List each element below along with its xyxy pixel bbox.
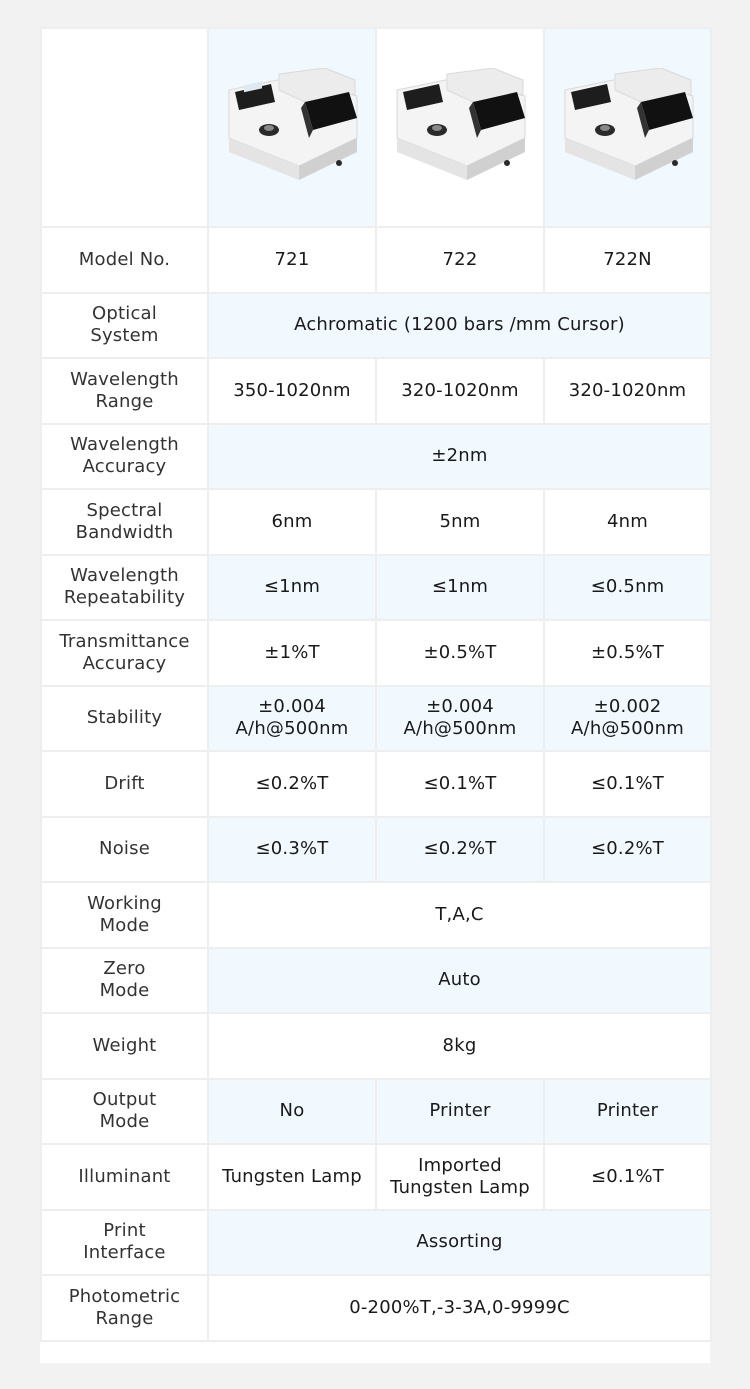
spec-value: 722N — [544, 227, 711, 293]
spec-value: 721 — [208, 227, 376, 293]
spec-label: Illuminant — [41, 1144, 208, 1210]
spec-value-all-models: Assorting — [208, 1210, 711, 1276]
spec-value: ≤0.1%T — [544, 1144, 711, 1210]
spec-value: ≤1nm — [208, 555, 376, 621]
spec-value-all-models: 8kg — [208, 1013, 711, 1079]
spec-row — [41, 555, 711, 621]
spec-value: ≤0.3%T — [208, 817, 376, 883]
spec-comparison-card — [40, 27, 710, 1363]
product-image-row — [41, 28, 711, 227]
spectrophotometer-icon — [217, 68, 367, 188]
spec-value: Printer — [544, 1079, 711, 1145]
spec-value: ±0.5%T — [544, 620, 711, 686]
spec-value: ±0.004 A/h@500nm — [376, 686, 544, 752]
spec-row — [41, 227, 711, 293]
spec-value: 4nm — [544, 489, 711, 555]
spec-row — [41, 1079, 711, 1145]
spectrophotometer-icon — [553, 68, 703, 188]
spec-row — [41, 686, 711, 752]
spec-value-all-models: T,A,C — [208, 882, 711, 948]
spec-label: Photometric Range — [41, 1275, 208, 1341]
spec-row — [41, 489, 711, 555]
spec-value: No — [208, 1079, 376, 1145]
spec-value: ±0.004 A/h@500nm — [208, 686, 376, 752]
spec-label: Stability — [41, 686, 208, 752]
spec-row — [41, 751, 711, 817]
spec-row — [41, 1144, 711, 1210]
product-image-722n — [544, 28, 711, 227]
spec-value: ±0.002 A/h@500nm — [544, 686, 711, 752]
spec-row — [41, 882, 711, 948]
spec-label: Zero Mode — [41, 948, 208, 1014]
spec-row — [41, 293, 711, 359]
spec-row — [41, 1013, 711, 1079]
spec-value: ≤0.1%T — [544, 751, 711, 817]
spec-label: Wavelength Range — [41, 358, 208, 424]
spec-label: Transmittance Accuracy — [41, 620, 208, 686]
spec-value: ≤0.1%T — [376, 751, 544, 817]
spec-row — [41, 620, 711, 686]
spec-label: Weight — [41, 1013, 208, 1079]
spec-value: 722 — [376, 227, 544, 293]
spec-value: ≤0.5nm — [544, 555, 711, 621]
spec-value-all-models: ±2nm — [208, 424, 711, 490]
spec-value: ±0.5%T — [376, 620, 544, 686]
spec-value: ≤1nm — [376, 555, 544, 621]
spec-row — [41, 948, 711, 1014]
spec-table — [40, 27, 712, 1342]
corner-cell — [41, 28, 208, 227]
spec-value: ±1%T — [208, 620, 376, 686]
spec-label: Print Interface — [41, 1210, 208, 1276]
spec-label: Wavelength Accuracy — [41, 424, 208, 490]
spec-value: ≤0.2%T — [208, 751, 376, 817]
spec-value: Tungsten Lamp — [208, 1144, 376, 1210]
spec-row — [41, 817, 711, 883]
spec-label: Optical System — [41, 293, 208, 359]
spec-value: Printer — [376, 1079, 544, 1145]
spec-row — [41, 358, 711, 424]
spec-value-all-models: 0-200%T,-3-3A,0-9999C — [208, 1275, 711, 1341]
spec-value: 320-1020nm — [376, 358, 544, 424]
spec-label: Wavelength Repeatability — [41, 555, 208, 621]
spec-value-all-models: Achromatic (1200 bars /mm Cursor) — [208, 293, 711, 359]
spec-row — [41, 424, 711, 490]
spec-label: Spectral Bandwidth — [41, 489, 208, 555]
spec-value: Imported Tungsten Lamp — [376, 1144, 544, 1210]
spec-value: 5nm — [376, 489, 544, 555]
spec-value-all-models: Auto — [208, 948, 711, 1014]
spec-value: 350-1020nm — [208, 358, 376, 424]
spec-label: Working Mode — [41, 882, 208, 948]
spec-row — [41, 1210, 711, 1276]
spec-row — [41, 1275, 711, 1341]
spec-label: Model No. — [41, 227, 208, 293]
product-image-722 — [376, 28, 544, 227]
spec-value: ≤0.2%T — [544, 817, 711, 883]
spec-value: ≤0.2%T — [376, 817, 544, 883]
spectrophotometer-icon — [385, 68, 535, 188]
spec-label: Output Mode — [41, 1079, 208, 1145]
spec-label: Drift — [41, 751, 208, 817]
product-image-721 — [208, 28, 376, 227]
spec-value: 6nm — [208, 489, 376, 555]
spec-value: 320-1020nm — [544, 358, 711, 424]
spec-label: Noise — [41, 817, 208, 883]
